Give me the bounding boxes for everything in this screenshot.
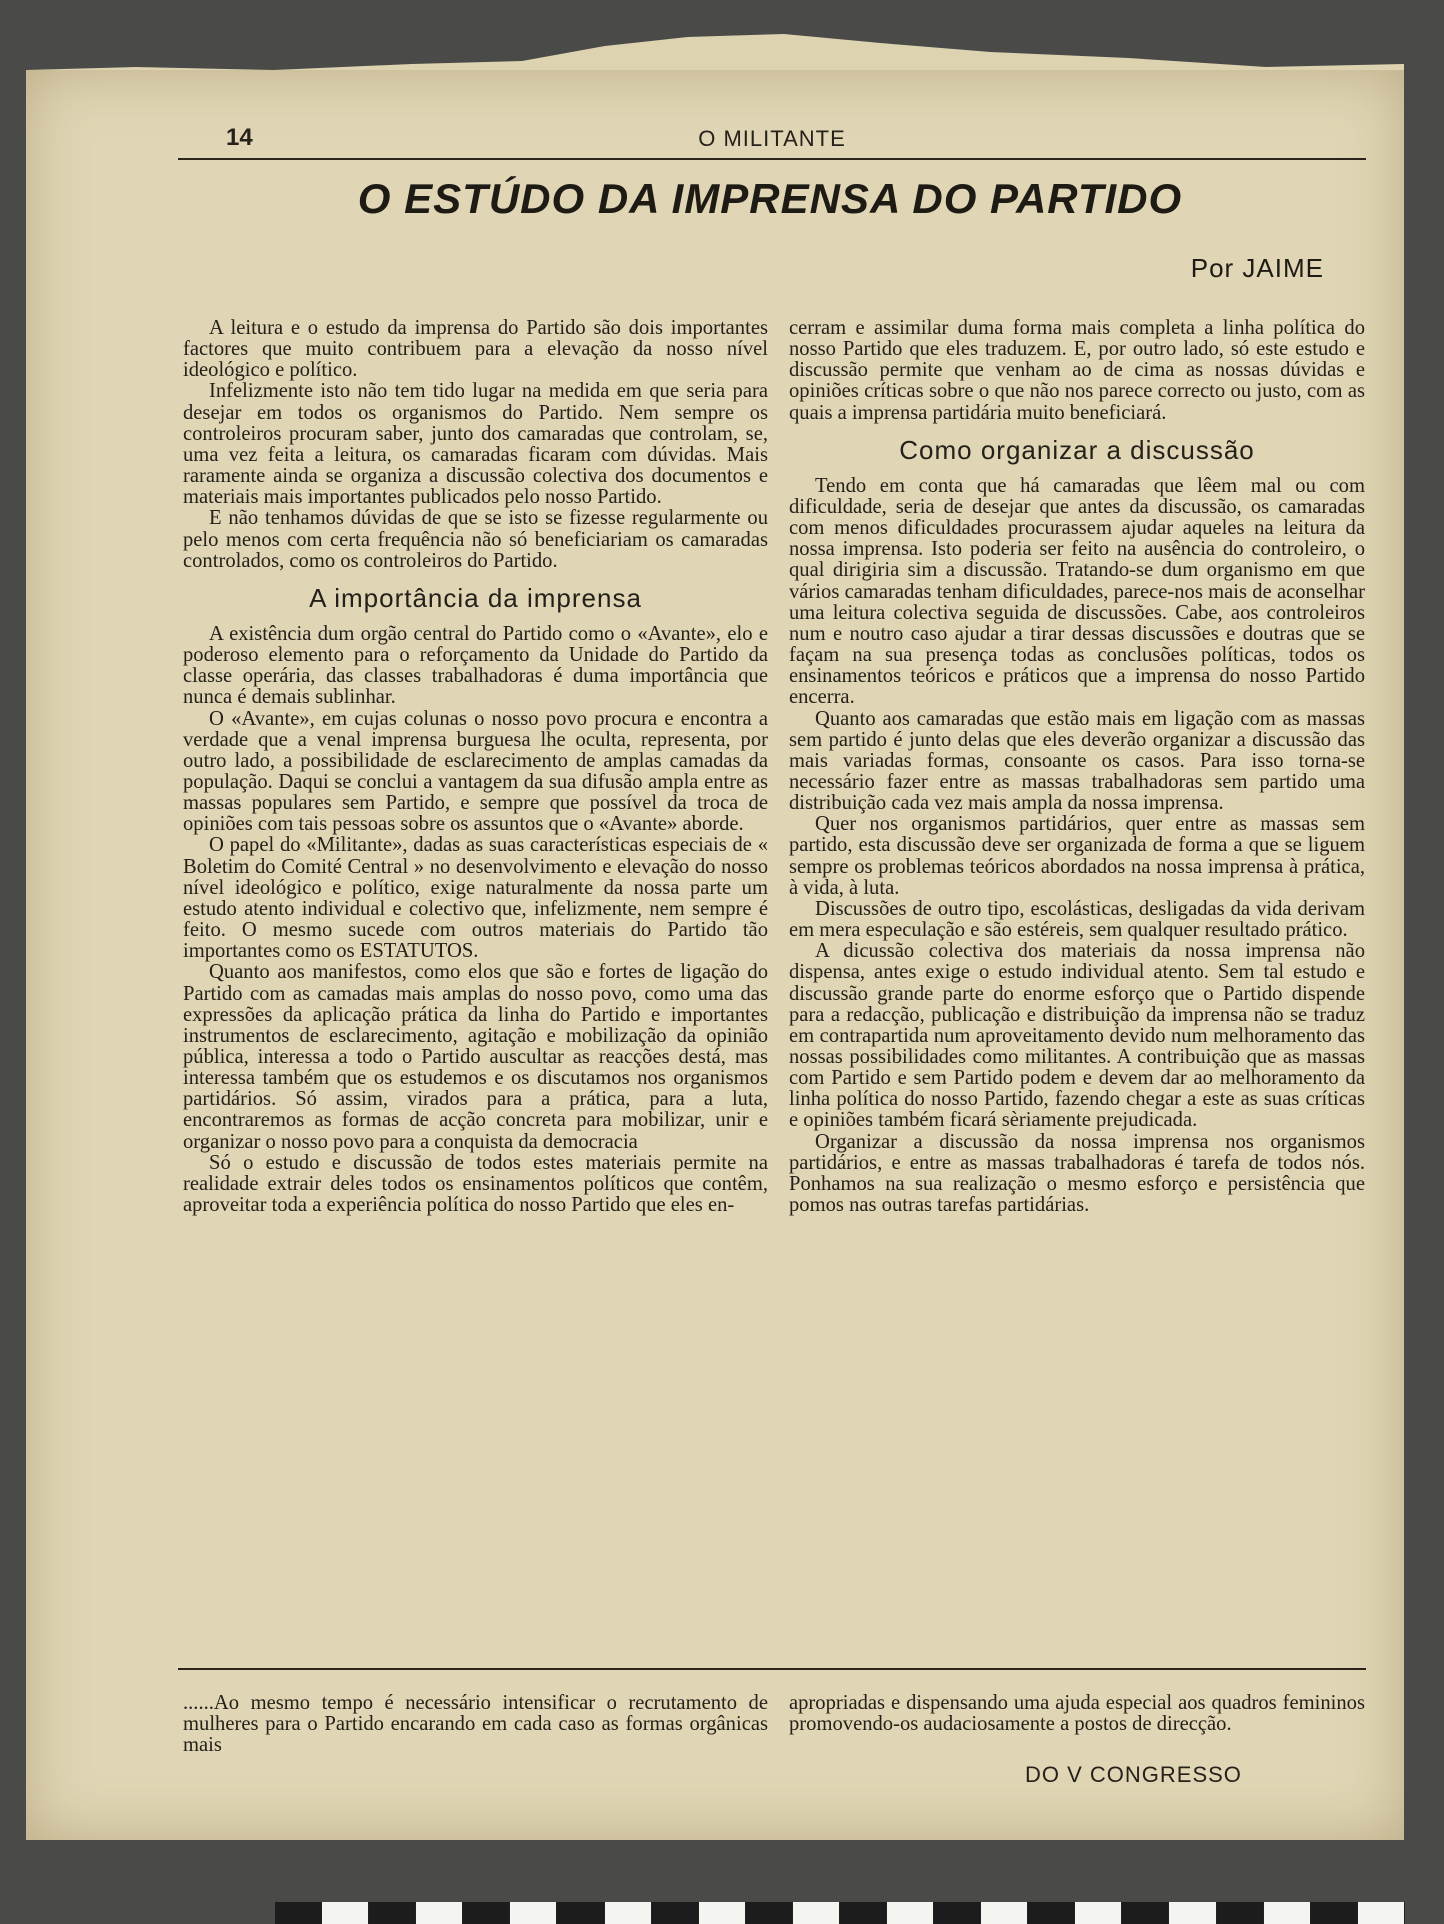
paragraph: A dicussão colectiva dos materiais da nossa imprensa não dispensa, antes exige o estudo individual atento. Sem tal estudo e discussão grande parte do enorme esforço que o Partido dispende para a redacção, publicação e distribuição da imprensa não se traduz em contrapartida num aproveitamento devido num melhoramento das nossas possibilidades como militantes. A contribuição que as massas com Partido e sem Partido podem e devem dar ao melhoramento da linha política do nosso Partido, fazendo chegar a este as suas críticas e opiniões também ficará sèriamente prejudicada. <box>789 940 1365 1132</box>
footer-note-left <box>183 1693 768 1756</box>
paragraph: Organizar a discussão da nossa imprensa nos organismos partidários, e entre as massas trabalhadoras é tarefa de todos nós. Ponhamos na sua realização o mesmo esforço e persistência que pomos nas outras tarefas partidárias. <box>789 1130 1365 1217</box>
footer-source: DO V CONGRESSO <box>1025 1762 1242 1787</box>
paragraph: cerram e assimilar duma forma mais completa a linha política do nosso Partido que eles traduzem. E, por outro lado, só este estudo e discussão permite que venham ao de cima as nossas dúvidas e opiniões críticas sobre o que não nos parece correcto ou justo, com as quais a imprensa partidária muito beneficiará. <box>789 317 1365 424</box>
footer-note-right <box>789 1693 1365 1735</box>
paragraph: Tendo em conta que há camaradas que lêem mal ou com dificuldade, seria de desejar que antes da discussão, os camaradas com menos dificuldades procurassem ajudar aqueles na leitura da nossa imprensa. Isto poderia ser feito na ausência do controleiro, o qual dirigiria sim a discussão. Tratando-se dum organismo em que vários camaradas tenham dificuldades, parece-nos mais de aconselhar uma leitura colectiva seguida de discussões. Cabe, aos controleiros num e noutro caso ajudar a tirar dessas discussões e doutras que se façam na sua presença todas as conclusões políticas, todos os ensinamentos teóricos e práticos que a imprensa do nosso Partido encerra. <box>789 474 1365 709</box>
paragraph: A leitura e o estudo da imprensa do Partido são dois importantes factores que muito contribuem para a elevação da nosso nível ideológico e político. <box>183 317 768 382</box>
paragraph: O papel do «Militante», dadas as suas características especiais de « Boletim do Comité Central » no desenvolvimento e elevação do nosso nível ideológico e político, exige naturalmente da nossa parte um estudo atento individual e colectivo que, infelizmente, nem sempre é feito. O mesmo sucede com outros materiais do Partido tão importantes como os ESTATUTOS. <box>183 834 768 963</box>
paragraph: O «Avante», em cujas colunas o nosso povo procura e encontra a verdade que a venal imprensa burguesa lhe oculta, representa, por outro lado, a possibilidade de esclarecimento de amplas camadas da população. Daqui se conclui a vantagem da sua difusão ampla entre as massas populares sem Partido, e sempre que possível da troca de opiniões com tais pessoas sobre os assuntos que o «Avante» aborde. <box>183 707 768 836</box>
paragraph: Quanto aos manifestos, como elos que são e fortes de ligação do Partido com as camadas mais amplas do nosso povo, como uma das expressões da aplicação prática da linha do Partido e importantes instrumentos de esclarecimento, agitação e mobilização da opinião pública, interessa a todo o Partido auscultar as reacções destá, mas interessa também que os estudemos e os discutamos nos organismos partidários. Só assim, virados para a prática, para a luta, encontraremos as formas de acção concreta para mobilizar, unir e organizar o nosso povo para a conquista da democracia <box>183 961 768 1153</box>
paragraph: A existência dum orgão central do Partido como o «Avante», elo e poderoso elemento para o reforçamento da Unidade do Partido da classe operária, das classes trabalhadoras é duma importância que nunca é demais sublinhar. <box>183 622 768 709</box>
article-column-left <box>183 318 768 1216</box>
paragraph: Quanto aos camaradas que estão mais em ligação com as massas sem partido é junto delas que eles deverão organizar a discussão das mais variadas formas, consoante os casos. Para isso torna-se necessário fazer entre as massas trabalhadoras sem partido uma distribuição cada vez mais ampla da nossa imprensa. <box>789 707 1365 815</box>
section-heading: Como organizar a discussão <box>899 434 1255 465</box>
page-number: 14 <box>226 124 253 151</box>
section-heading: A importância da imprensa <box>309 582 642 613</box>
article-column-right <box>789 318 1365 1216</box>
paragraph: Infelizmente isto não tem tido lugar na medida em que seria para desejar em todos os organismos do Partido. Nem sempre os controleiros procuram saber, junto dos camaradas que controlam, se, uma vez feita a leitura, os camaradas ficaram com dúvidas. Mais raramente ainda se organiza a discussão colectiva dos documentos e materiais mais importantes publicados pelo nosso Partido. <box>183 380 768 509</box>
footer-note-text: apropriadas e dispensando uma ajuda especial aos quadros femininos promovendo-os audaciosamente a postos de direcção. <box>789 1692 1365 1736</box>
paragraph: Só o estudo e discussão de todos estes materiais permite na realidade extrair deles todos os ensinamentos políticos que contêm, aproveitar toda a experiência política do nosso Partido que eles en- <box>183 1151 768 1217</box>
paragraph: Discussões de outro tipo, escolásticas, desligadas da vida derivam em mera especulação e são estéreis, sem qualquer resultado prático. <box>789 897 1365 942</box>
scale-ruler <box>275 1902 1405 1924</box>
running-header <box>178 118 1366 160</box>
footer-note-text: ......Ao mesmo tempo é necessário intensificar o recrutamento de mulheres para o Partido encarando em cada caso as formas orgânicas mais <box>183 1692 768 1757</box>
article-byline: Por JAIME <box>1190 253 1324 283</box>
paragraph: E não tenhamos dúvidas de que se isto se fizesse regularmente ou pelo menos com certa frequência não só beneficiariam os camaradas controlados, como os controleiros do Partido. <box>183 507 768 572</box>
footer-divider <box>178 1668 1366 1670</box>
paragraph: Quer nos organismos partidários, quer entre as massas sem partido, esta discussão deve ser organizada de forma a que se liguem sempre os problemas teóricos abordados na nossa imprensa à prática, à vida, à luta. <box>789 813 1365 899</box>
publication-name: O MILITANTE <box>698 126 846 151</box>
article-title: O ESTÚDO DA IMPRENSA DO PARTIDO <box>357 175 1183 222</box>
